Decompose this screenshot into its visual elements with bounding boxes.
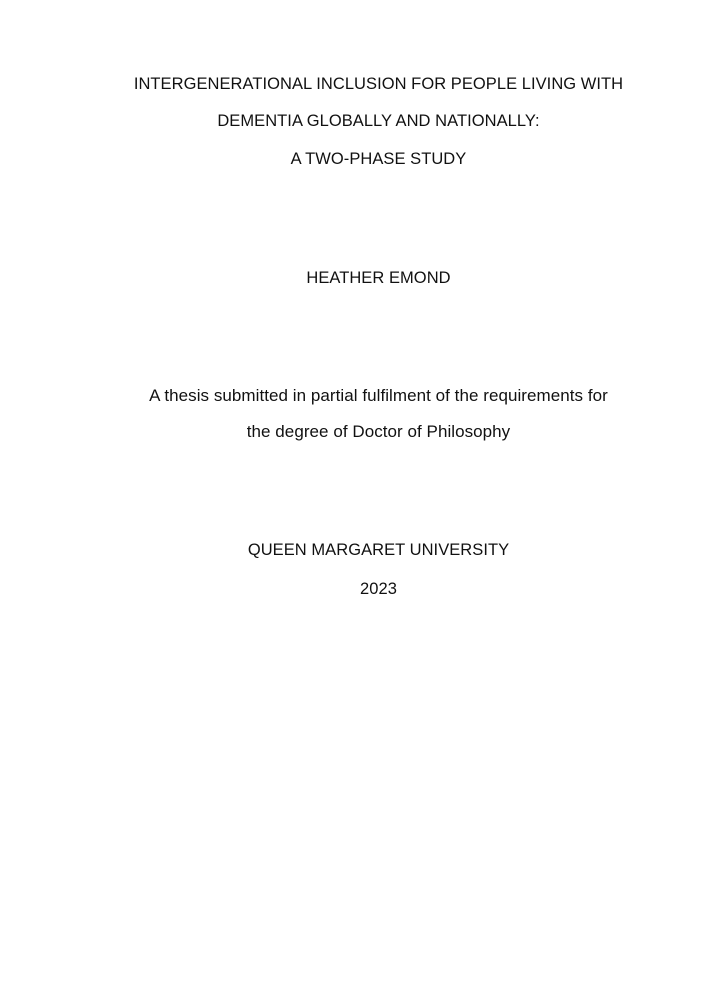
author-name: HEATHER EMOND [306, 269, 451, 287]
submission-statement-line-1: A thesis submitted in partial fulfilment of the requirements for [149, 386, 608, 405]
thesis-title-line-2: DEMENTIA GLOBALLY AND NATIONALLY: [217, 112, 540, 130]
thesis-title-line-3: A TWO-PHASE STUDY [290, 150, 467, 168]
thesis-title-line-1: INTERGENERATIONAL INCLUSION FOR PEOPLE LIVING WITH [133, 75, 624, 93]
submission-statement-line-2: the degree of Doctor of Philosophy [246, 422, 511, 441]
institution-name: QUEEN MARGARET UNIVERSITY [247, 541, 510, 559]
submission-year: 2023 [360, 580, 397, 598]
